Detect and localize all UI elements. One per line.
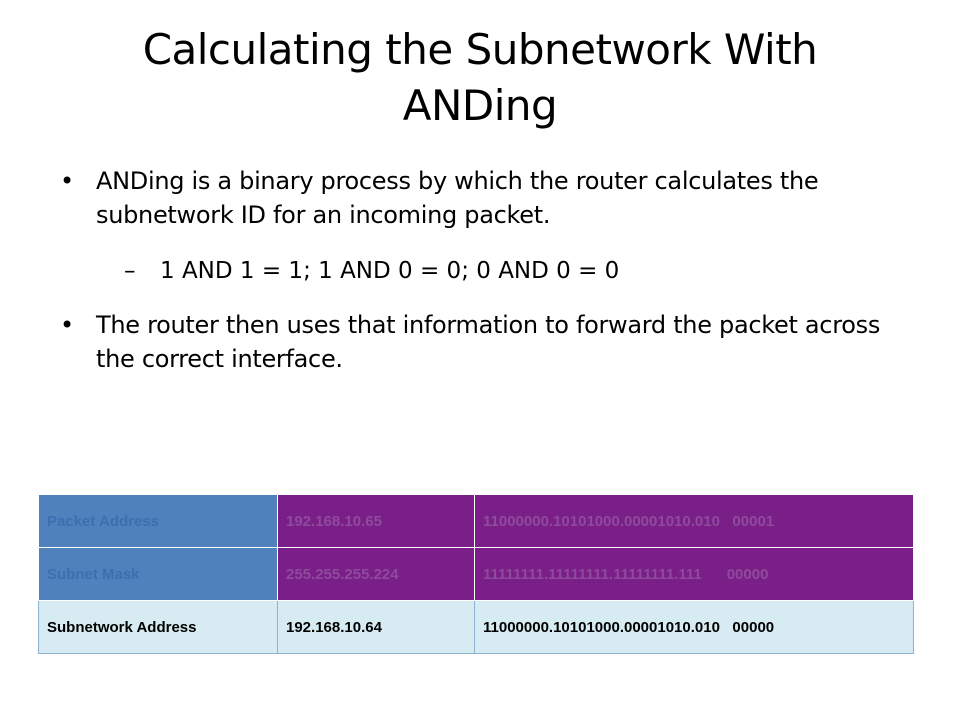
dash-icon: – [124,258,136,284]
table-row-subnet-mask [39,548,914,601]
slide-title: Calculating the Subnetwork With ANDing [142,25,818,130]
decimal-value: 192.168.10.64 [278,601,475,654]
bullet-item [56,164,916,232]
row-label: Packet Address [39,495,278,548]
anding-table [38,494,914,654]
row-label: Subnetwork Address [39,601,278,654]
decimal-value: 255.255.255.224 [278,548,475,601]
row-label: Subnet Mask [39,548,278,601]
binary-value: 11000000.10101000.00001010.010 00000 [475,601,914,654]
decimal-value: 192.168.10.65 [278,495,475,548]
bullet-text: The router then uses that information to forward the packet across the correct interface. [96,311,881,373]
bullet-item [56,308,916,376]
binary-value: 11000000.10101000.00001010.010 00001 [475,495,914,548]
bullet-dot-icon: • [60,167,74,195]
table-row-subnetwork-address [39,601,914,654]
bullet-list [56,164,916,376]
sub-bullet-item [56,254,916,288]
bullet-text: ANDing is a binary process by which the router calculates the subnetwork ID for an incoming packet. [96,167,819,229]
bullet-dot-icon: • [60,311,74,339]
binary-value: 11111111.11111111.11111111.111 00000 [475,548,914,601]
table-row-packet-address [39,495,914,548]
sub-bullet-text: 1 AND 1 = 1; 1 AND 0 = 0; 0 AND 0 = 0 [160,258,620,284]
